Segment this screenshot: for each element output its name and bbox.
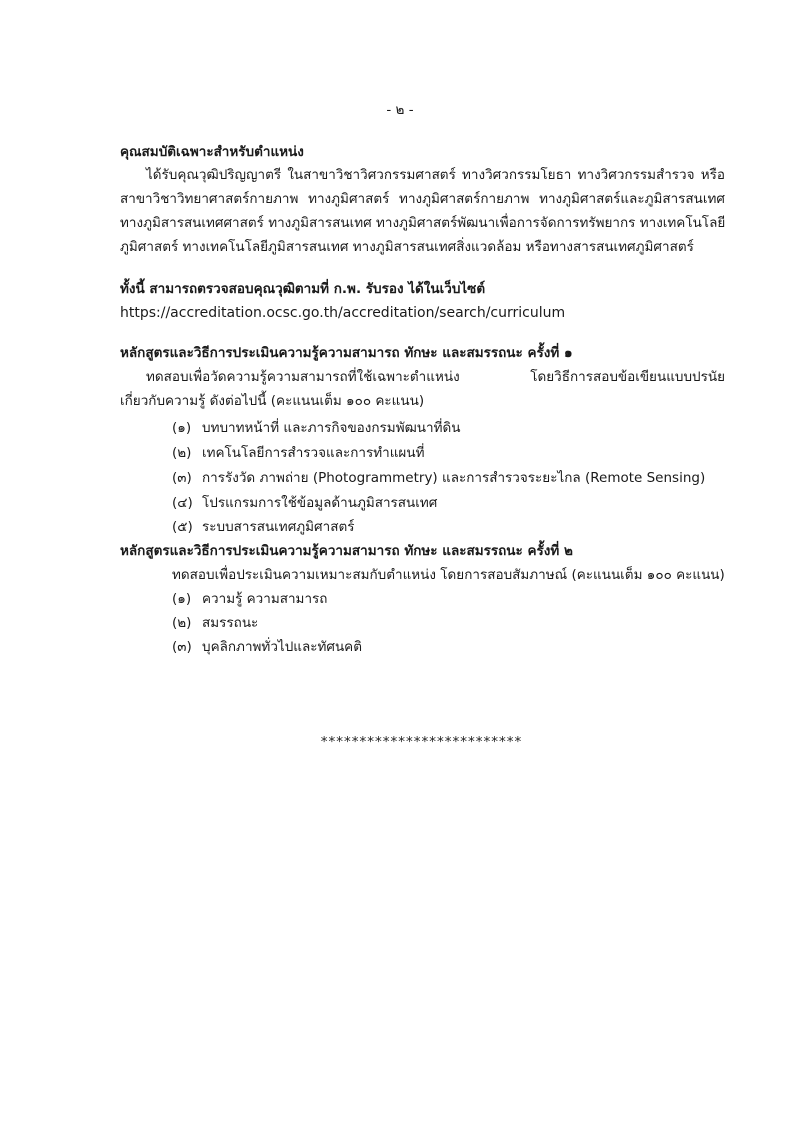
exam2-list-item (172, 635, 777, 659)
list-item-number: (๑) (172, 420, 192, 436)
exam2-list-item (172, 587, 777, 611)
exam1-heading: หลักสูตรและวิธีการประเมินความรู้ความสามารถ ทักษะ และสมรรถนะ ครั้งที่ ๑ (120, 345, 573, 361)
exam1-list-item (172, 515, 777, 539)
qualifications-heading: คุณสมบัติเฉพาะสำหรับตำแหน่ง (120, 144, 304, 160)
qualifications-line: ภูมิศาสตร์ ทางเทคโนโลยีภูมิสารสนเทศ ทางภูมิสารสนเทศสิ่งแวดล้อม หรือทางสารสนเทศภูมิศาสตร์ (120, 239, 694, 255)
list-item-text: โปรแกรมการใช้ข้อมูลด้านภูมิสารสนเทศ (202, 495, 438, 511)
exam1-list-item (172, 466, 777, 490)
list-item-text: สมรรถนะ (202, 615, 259, 631)
list-item-text: บทบาทหน้าที่ และภารกิจของกรมพัฒนาที่ดิน (202, 420, 461, 436)
list-item-number: (๕) (172, 519, 193, 535)
list-item-number: (๒) (172, 615, 192, 631)
list-item-number: (๓) (172, 639, 192, 655)
verification-text: ทั้งนี้ สามารถตรวจสอบคุณวุฒิตามที่ ก.พ. รับรอง ได้ในเว็บไซต์ (120, 281, 486, 297)
exam1-list-item (172, 441, 777, 465)
list-item-text: การรังวัด ภาพถ่าย (Photogrammetry) และการสำรวจระยะไกล (Remote Sensing) (202, 470, 706, 486)
exam1-description: ทดสอบเพื่อวัดความรู้ความสามารถที่ใช้เฉพาะตำแหน่ง โดยวิธีการสอบข้อเขียนแบบปรนัย (146, 369, 725, 385)
exam2-heading: หลักสูตรและวิธีการประเมินความรู้ความสามารถ ทักษะ และสมรรถนะ ครั้งที่ ๒ (120, 543, 573, 559)
qualifications-line: ทางภูมิสารสนเทศศาสตร์ ทางภูมิสารสนเทศ ทางภูมิศาสตร์พัฒนาเพื่อการจัดการทรัพยากร ทางเทคโนโลยี (120, 215, 726, 231)
list-item-number: (๓) (172, 470, 192, 486)
list-item-number: (๒) (172, 445, 192, 461)
exam1-list-item (172, 416, 777, 440)
exam1-description: เกี่ยวกับความรู้ ดังต่อไปนี้ (คะแนนเต็ม ๑๐๐ คะแนน) (120, 393, 425, 409)
list-item-number: (๑) (172, 591, 192, 607)
list-item-text: เทคโนโลยีการสำรวจและการทำแผนที่ (202, 445, 425, 461)
exam2-list-item (172, 611, 777, 635)
exam2-description: ทดสอบเพื่อประเมินความเหมาะสมกับตำแหน่ง โดยการสอบสัมภาษณ์ (คะแนนเต็ม ๑๐๐ คะแนน) (172, 567, 725, 583)
qualifications-line: ได้รับคุณวุฒิปริญญาตรี ในสาขาวิชาวิศวกรรมศาสตร์ ทางวิศวกรรมโยธา ทางวิศวกรรมสำรวจ หรือ (146, 167, 725, 183)
end-marker: ************************** (320, 734, 523, 750)
verification-url: https://accreditation.ocsc.go.th/accreditation/search/curriculum (120, 305, 566, 321)
list-item-number: (๔) (172, 495, 193, 511)
list-item-text: ระบบสารสนเทศภูมิศาสตร์ (202, 519, 355, 535)
exam1-list-item (172, 491, 777, 515)
page-number: - ๒ - (386, 102, 414, 118)
qualifications-line: สาขาวิชาวิทยาศาสตร์กายภาพ ทางภูมิศาสตร์ ทางภูมิศาสตร์กายภาพ ทางภูมิศาสตร์และภูมิสารสนเทศ (120, 191, 725, 207)
list-item-text: ความรู้ ความสามารถ (202, 591, 328, 607)
list-item-text: บุคลิกภาพทั่วไปและทัศนคติ (202, 639, 362, 655)
